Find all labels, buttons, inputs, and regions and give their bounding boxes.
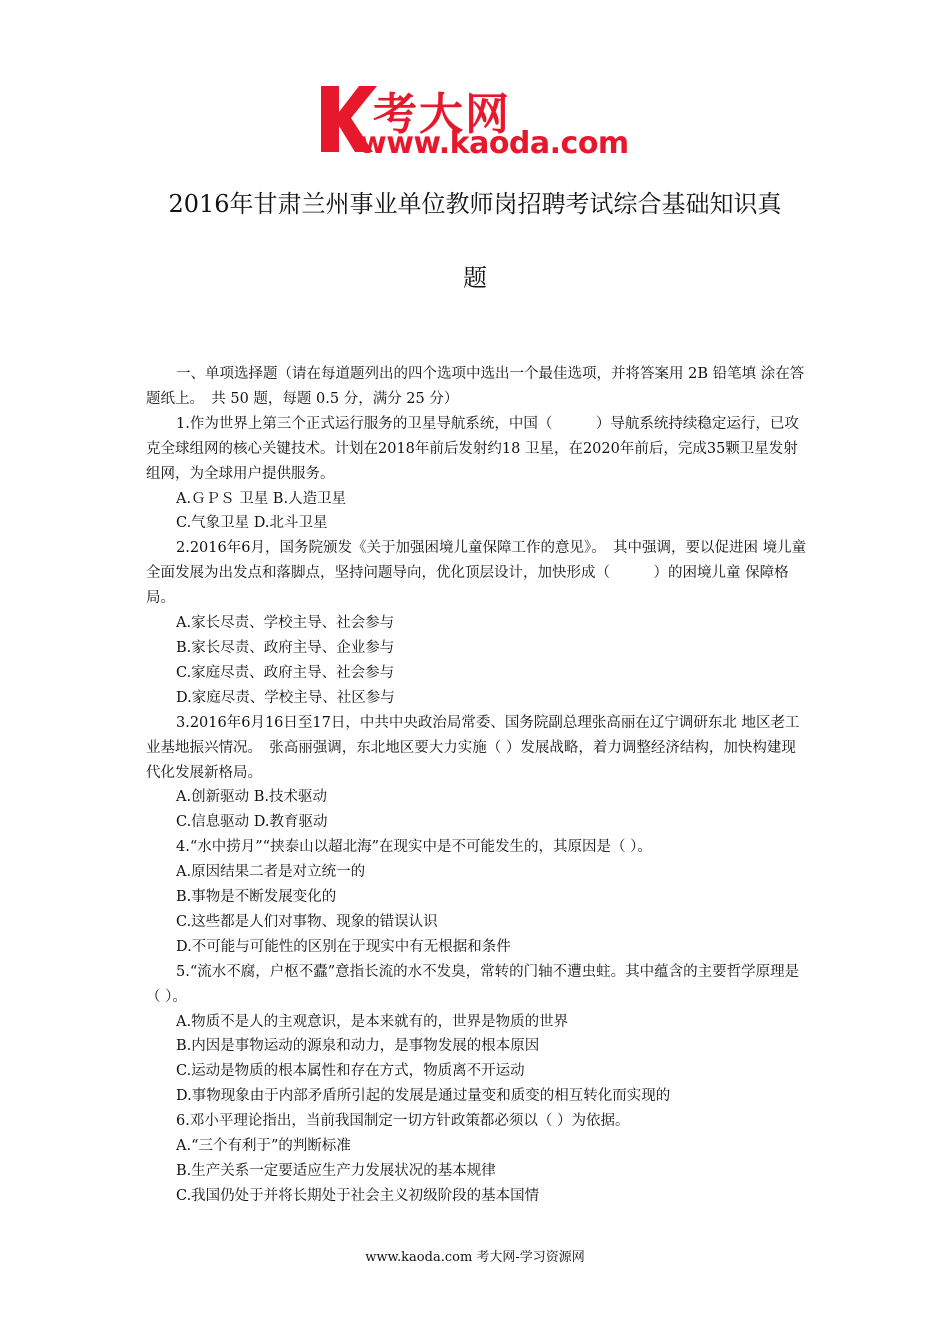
- option-line: A.ＧＰＳ 卫星 B.人造卫星: [176, 490, 347, 507]
- question-5: 5.“流水不腐，户枢不蠹”意指长流的水不发臭，常转的门轴不遭虫蛀。其中蕴含的主要哲学原理是（ ）。: [146, 963, 800, 1005]
- kaoda-logo: [315, 82, 645, 162]
- option-b: B.事物是不断发展变化的: [176, 889, 337, 906]
- option-c: C.我国仍处于并将长期处于社会主义初级阶段的基本国情: [176, 1187, 540, 1204]
- option-c: C.这些都是人们对事物、现象的错误认识: [176, 913, 438, 930]
- page-footer: www.kaoda.com 考大网-学习资源网: [365, 1250, 585, 1265]
- exam-content: [146, 362, 808, 1209]
- option-d: D.不可能与可能性的区别在于现实中有无根据和条件: [176, 938, 511, 955]
- option-a: A.原因结果二者是对立统一的: [176, 864, 366, 881]
- option-d: D.事物现象由于内部矛盾所引起的发展是通过量变和质变的相互转化而实现的: [176, 1088, 671, 1105]
- option-b: B.家长尽责、政府主导、企业参与: [176, 639, 395, 656]
- option-b: B.内因是事物运动的源泉和动力，是事物发展的根本原因: [176, 1038, 540, 1055]
- question-1: 1.作为世界上第三个正式运行服务的卫星导航系统，中国（ ）导航系统持续稳定运行，已攻克全球组网的核心关键技术。计划在2018年前后发射约18 卫星，在2020年前后，完成35颗卫星发射组网，为全球用户提供服务。: [146, 415, 799, 482]
- page-title: 2016年甘肃兰州事业单位教师岗招聘考试综合基础知识真: [168, 190, 782, 218]
- question-6: 6.邓小平理论指出，当前我国制定一切方针政策都必须以（ ）为依据。: [176, 1113, 630, 1130]
- logo-text: 考大网: [373, 89, 511, 140]
- option-a: A.“三个有利于”的判断标准: [176, 1138, 351, 1155]
- option-c: C.运动是物质的根本属性和存在方式，物质离不开运动: [176, 1063, 525, 1080]
- option-c: C.家庭尽责、政府主导、社会参与: [176, 664, 395, 681]
- option-a: A.家长尽责、学校主导、社会参与: [176, 615, 395, 632]
- option-line: C.信息驱动 D.教育驱动: [176, 814, 328, 831]
- logo-url: www.kaoda.com: [359, 126, 629, 161]
- question-3: 3.2016年6月16日至17日，中共中央政治局常委、国务院副总理张高丽在辽宁调研东北 地区老工业基地振兴情况。 张高丽强调，东北地区要大力实施（ ）发展战略，着力调整经济结构，加快构建现代化发展新格局。: [146, 714, 800, 781]
- section-heading: 一、单项选择题（请在每道题列出的四个选项中选出一个最佳选项，并将答案用 2B 铅笔填 涂在答题纸上。 共 50 题，每题 0.5 分，满分 25 分）: [146, 366, 805, 407]
- page-title-continued: 题: [463, 264, 487, 292]
- option-line: A.创新驱动 B.技术驱动: [176, 789, 327, 806]
- option-b: B.生产关系一定要适应生产力发展状况的基本规律: [176, 1163, 496, 1179]
- option-line: C.气象卫星 D.北斗卫星: [176, 515, 328, 532]
- question-4: 4.“水中捞月”“挟泰山以超北海”在现实中是不可能发生的，其原因是（ ）。: [176, 839, 652, 856]
- question-2: 2.2016年6月，国务院颁发《关于加强困境儿童保障工作的意见》。 其中强调，要以促进困 境儿童全面发展为出发点和落脚点，坚持问题导向，优化顶层设计，加快形成（ ）的困境儿童 保障格局。: [146, 540, 807, 607]
- option-d: D.家庭尽责、学校主导、社区参与: [176, 689, 395, 706]
- option-a: A.物质不是人的主观意识，是本来就有的，世界是物质的世界: [176, 1013, 569, 1030]
